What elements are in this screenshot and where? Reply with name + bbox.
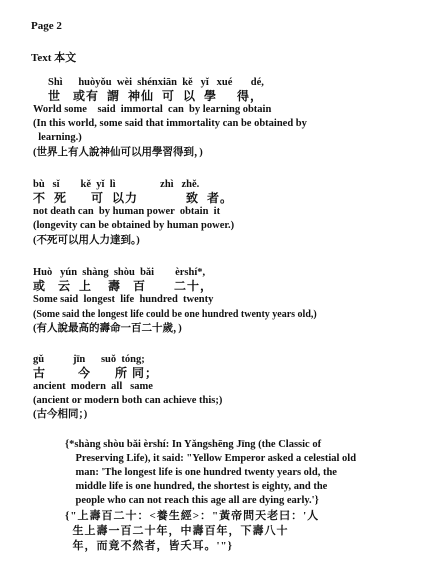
page-number: Page 2 — [31, 20, 62, 32]
pinyin-line: bù sǐ kě yǐ lì zhì zhě. — [33, 179, 200, 190]
translation-line: (Some said the longest life could be one hundred twenty years old,) — [33, 309, 317, 320]
literal-line: World some said immortal can by learning obtain — [33, 104, 272, 115]
footnote-chinese-line: 生上壽一百二十年，中壽百年，下壽八十 — [65, 525, 289, 537]
footnote-line: Preserving Life), it said: "Yellow Emperor asked a celestial old — [65, 453, 357, 464]
hanzi-line: 不 死 可 以力 致 者。 — [33, 191, 234, 205]
chinese-translation-line: (不死可以用人力達到。) — [33, 235, 140, 246]
footnote-line: man: 'The longest life is one hundred twenty years old, the — [65, 467, 337, 478]
literal-line: ancient modern all same — [33, 381, 153, 392]
translation-line: (longevity can be obtained by human power.) — [33, 220, 235, 231]
section-label: Text 本文 — [31, 52, 77, 64]
footnote-line: people who can not reach this age all are dying early.'} — [65, 495, 319, 506]
hanzi-line: 世 或有 謂 神仙 可 以 學 得， — [48, 89, 264, 103]
translation-line: (In this world, some said that immortality can be obtained by — [33, 118, 307, 129]
pinyin-line: Shì huòyǒu wèi shénxiān kě yǐ xué dé, — [48, 77, 264, 88]
hanzi-line: 或 云 上 壽 百 二十， — [33, 279, 214, 293]
footnote-line: {*shàng shòu bǎi èrshí: In Yǎngshēng Jīng (the Classic of — [65, 439, 322, 450]
literal-line: Some said longest life hundred twenty — [33, 294, 214, 305]
footnote-chinese-line: 年，而竟不然者，皆夭耳。'"} — [65, 540, 233, 552]
footnote-line: middle life is one hundred, the shortest is eighty, and the — [65, 481, 328, 492]
pinyin-line: gǔ jīn suǒ tóng; — [33, 354, 145, 365]
translation-line: (ancient or modern both can achieve this;) — [33, 395, 223, 406]
translation-line: learning.) — [33, 132, 82, 143]
footnote-chinese-line: {"上壽百二十：<養生經>："黃帝問天老曰：'人 — [65, 510, 320, 522]
chinese-translation-line: (有人說最高的壽命一百二十歲，) — [33, 323, 182, 334]
chinese-translation-line: (古今相同；) — [33, 409, 88, 420]
literal-line: not death can by human power obtain it — [33, 206, 221, 217]
chinese-translation-line: (世界上有人說神仙可以用學習得到，) — [33, 147, 203, 158]
hanzi-line: 古 今 所 同； — [33, 366, 159, 380]
pinyin-line: Huò yún shàng shòu bǎi èrshí*, — [33, 267, 206, 278]
